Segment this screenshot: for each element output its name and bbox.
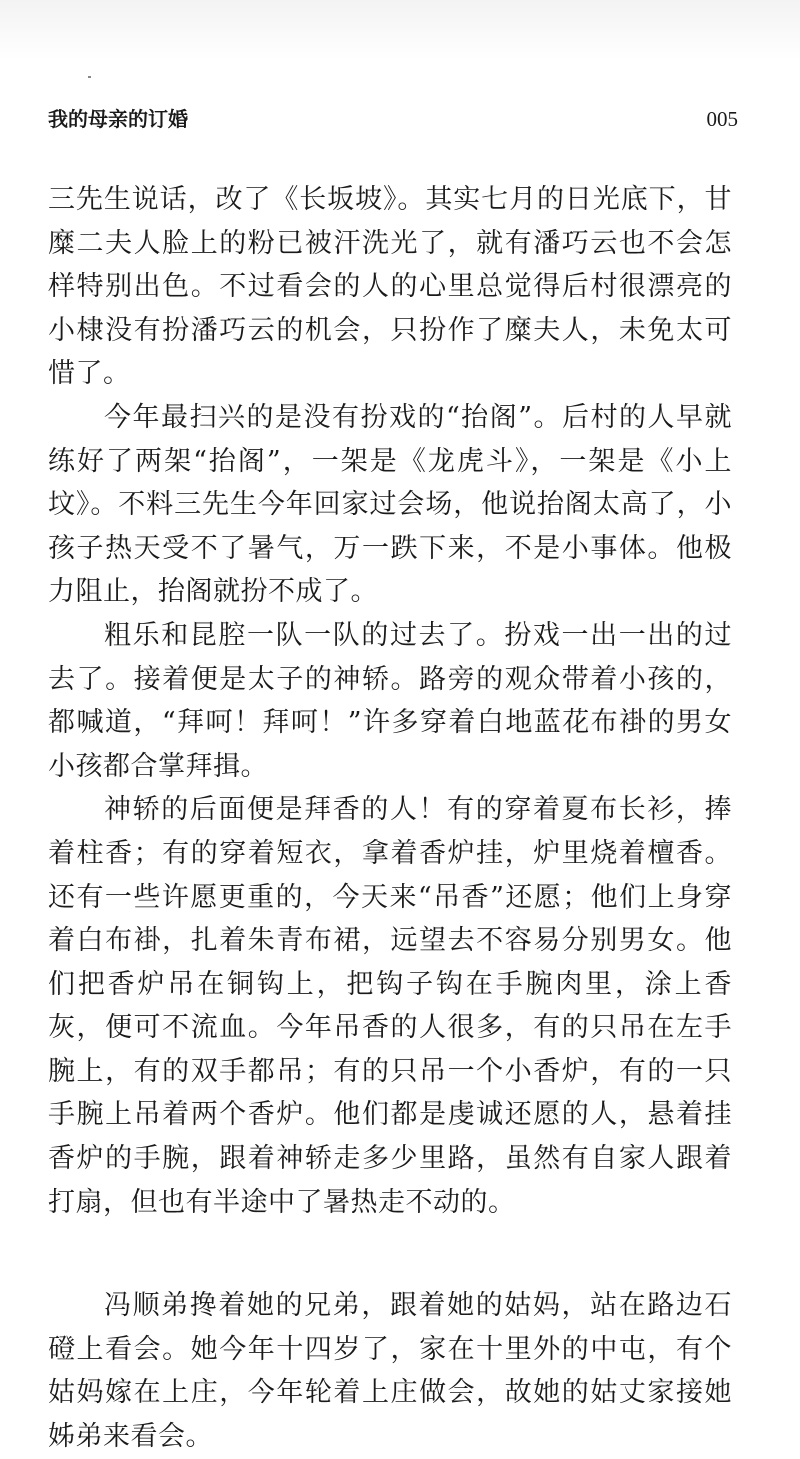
running-header — [48, 104, 738, 134]
paragraph-3: 粗乐和昆腔一队一队的过去了。扮戏一出一出的过去了。接着便是太子的神轿。路旁的观众带着小孩的，都喊道，“拜呵！拜呵！”许多穿着白地蓝花布褂的男女小孩都合掌拜揖。 — [48, 619, 732, 782]
page-edge-shade — [0, 0, 800, 60]
section-break — [48, 1224, 732, 1284]
body-text — [48, 178, 732, 1459]
page-number: 005 — [706, 107, 738, 131]
chapter-title: 我的母亲的订婚 — [48, 107, 188, 131]
paragraph-1: 三先生说话，改了《长坂坡》。其实七月的日光底下，甘糜二夫人脸上的粉已被汗洗光了，就有潘巧云也不会怎样特别出色。不过看会的人的心里总觉得后村很漂亮的小棣没有扮潘巧云的机会，只扮作了糜夫人，未免太可惜了。 — [48, 184, 732, 390]
paragraph-4: 神轿的后面便是拜香的人！有的穿着夏布长衫，捧着柱香；有的穿着短衣，拿着香炉挂，炉里烧着檀香。还有一些许愿更重的，今天来“吊香”还愿；他们上身穿着白布褂，扎着朱青布裙，远望去不容易分别男女。他们把香炉吊在铜钩上，把钩子钩在手腕肉里，涂上香灰，便可不流血。今年吊香的人很多，有的只吊在左手腕上，有的双手都吊；有的只吊一个小香炉，有的一只手腕上吊着两个香炉。他们都是虔诚还愿的人，悬着挂香炉的手腕，跟着神轿走多少里路，虽然有自家人跟着打扇，但也有半途中了暑热走不动的。 — [48, 794, 732, 1218]
paragraph-2: 今年最扫兴的是没有扮戏的“抬阁”。后村的人早就练好了两架“抬阁”，一架是《龙虎斗》，一架是《小上坟》。不料三先生今年回家过会场，他说抬阁太高了，小孩子热天受不了暑气，万一跌下来，不是小事体。他极力阻止，抬阁就扮不成了。 — [48, 401, 732, 608]
paragraph-5: 冯顺弟搀着她的兄弟，跟着她的姑妈，站在路边石磴上看会。她今年十四岁了，家在十里外的中屯，有个姑妈嫁在上庄，今年轮着上庄做会，故她的姑丈家接她姊弟来看会。 — [48, 1290, 732, 1453]
scan-speck — [88, 76, 91, 78]
